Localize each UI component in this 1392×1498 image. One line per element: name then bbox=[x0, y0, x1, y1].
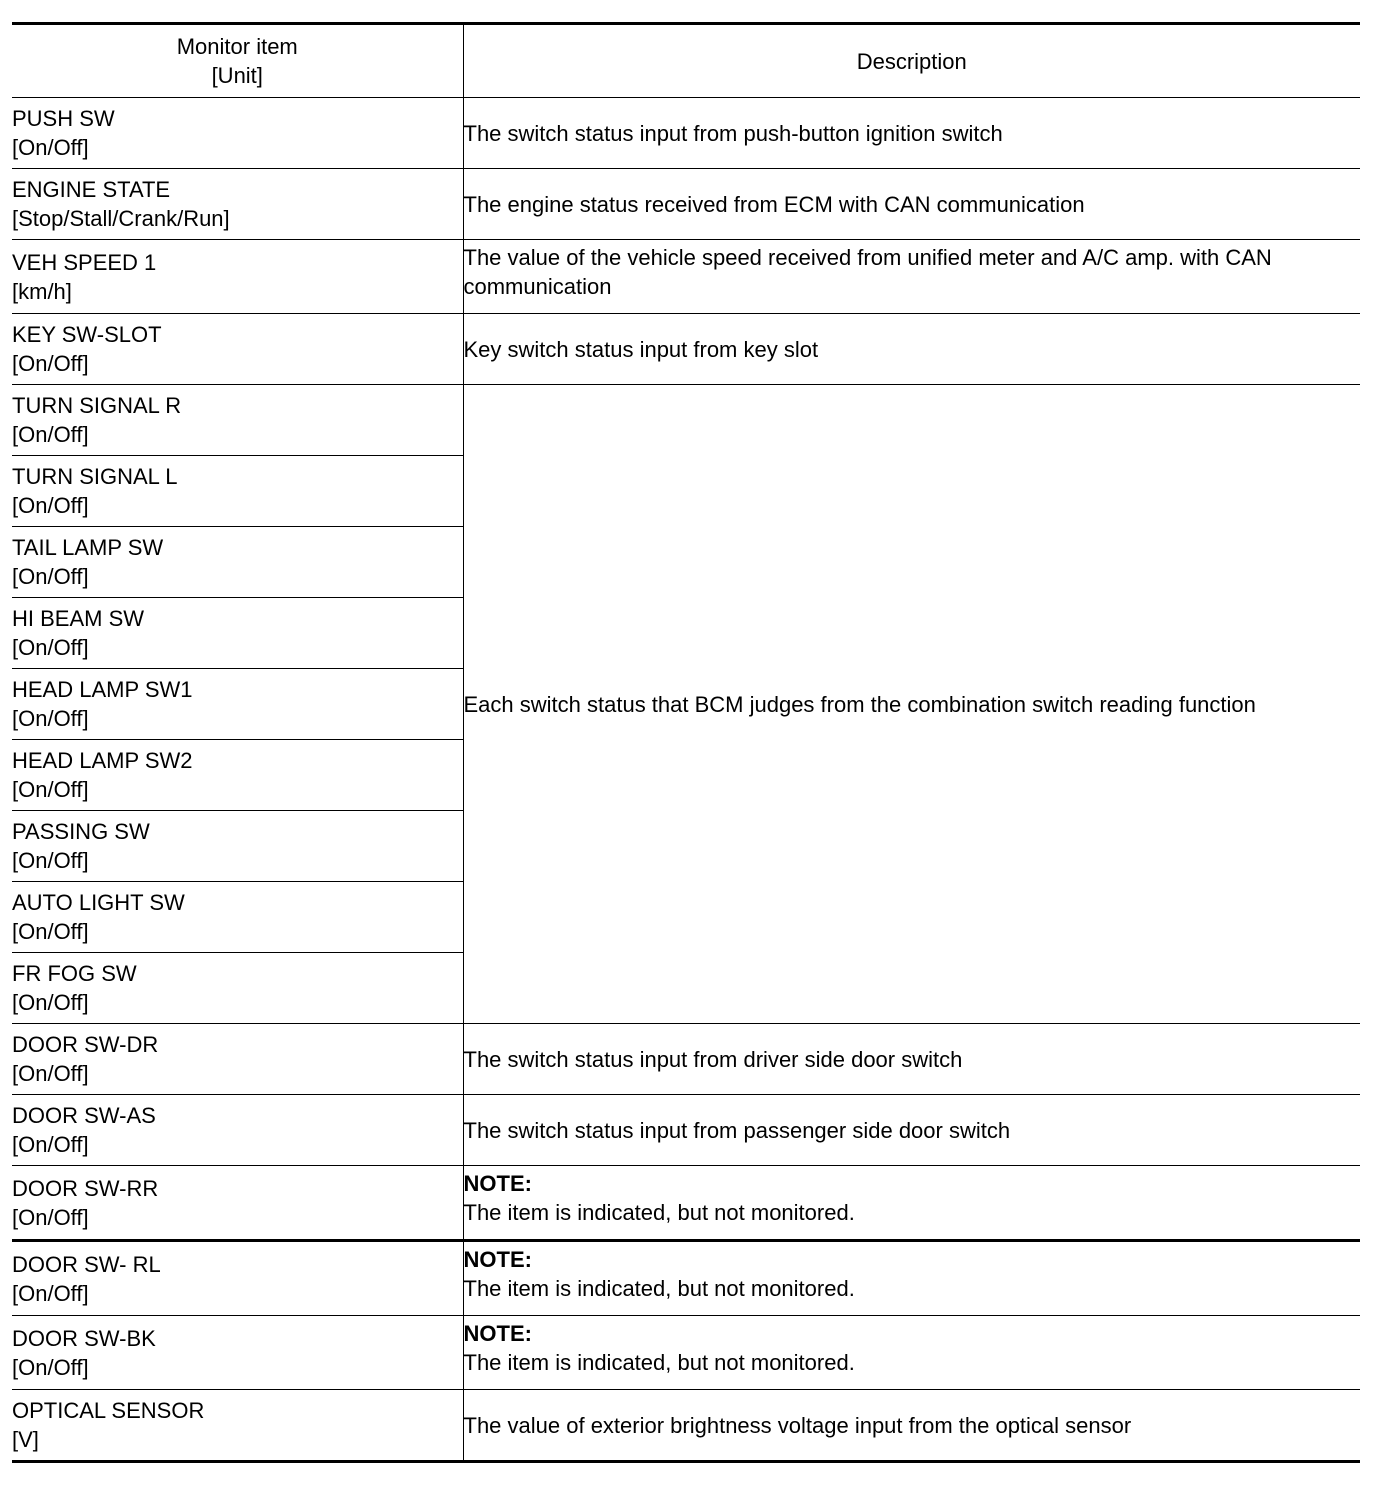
monitor-item-table bbox=[12, 22, 1360, 1463]
item-unit: [On/Off] bbox=[12, 564, 89, 589]
item-unit: [km/h] bbox=[12, 278, 72, 304]
monitor-item-cell bbox=[12, 1316, 463, 1390]
monitor-item-cell bbox=[12, 882, 463, 953]
item-unit: [On/Off] bbox=[12, 1280, 89, 1306]
item-unit: [On/Off] bbox=[12, 135, 89, 160]
table-row bbox=[12, 98, 1360, 169]
table-row bbox=[12, 1095, 1360, 1166]
item-name: HI BEAM SW bbox=[12, 606, 145, 631]
header-monitor-item-label: Monitor item bbox=[176, 34, 298, 59]
monitor-item-cell bbox=[12, 169, 463, 240]
table-row bbox=[12, 385, 1360, 456]
item-name: HEAD LAMP SW2 bbox=[12, 748, 193, 773]
item-name: DOOR SW- RL bbox=[12, 1251, 161, 1277]
item-name: VEH SPEED 1 bbox=[12, 249, 157, 275]
item-name: PASSING SW bbox=[12, 819, 150, 844]
note-label: NOTE: bbox=[463, 1247, 532, 1272]
monitor-item-cell bbox=[12, 598, 463, 669]
item-name: PUSH SW bbox=[12, 106, 115, 131]
table-row bbox=[12, 240, 1360, 314]
table-row bbox=[12, 314, 1360, 385]
description-cell bbox=[463, 1241, 1360, 1316]
item-unit: [On/Off] bbox=[12, 635, 89, 660]
description-cell bbox=[463, 1316, 1360, 1390]
table-row bbox=[12, 1166, 1360, 1241]
item-name: DOOR SW-AS bbox=[12, 1103, 156, 1128]
item-unit: [On/Off] bbox=[12, 1132, 89, 1157]
description-cell: The switch status input from passenger side door switch bbox=[463, 1095, 1360, 1166]
description-cell: The value of the vehicle speed received from unified meter and A/C amp. with CAN communication bbox=[463, 240, 1360, 314]
item-name: TAIL LAMP SW bbox=[12, 535, 164, 560]
monitor-item-cell bbox=[12, 240, 463, 314]
header-monitor-item bbox=[12, 24, 463, 98]
monitor-item-cell bbox=[12, 314, 463, 385]
description-cell: The engine status received from ECM with CAN communication bbox=[463, 169, 1360, 240]
monitor-item-cell bbox=[12, 740, 463, 811]
note-label: NOTE: bbox=[463, 1171, 532, 1196]
item-unit: [Stop/Stall/Crank/Run] bbox=[12, 206, 230, 231]
monitor-item-cell bbox=[12, 1241, 463, 1316]
description-cell: The switch status input from driver side door switch bbox=[463, 1024, 1360, 1095]
monitor-item-cell bbox=[12, 98, 463, 169]
monitor-item-cell bbox=[12, 1095, 463, 1166]
item-name: AUTO LIGHT SW bbox=[12, 890, 185, 915]
item-name: OPTICAL SENSOR bbox=[12, 1398, 205, 1423]
description-cell: Key switch status input from key slot bbox=[463, 314, 1360, 385]
table-row bbox=[12, 1241, 1360, 1316]
monitor-item-cell bbox=[12, 953, 463, 1024]
table-row bbox=[12, 1316, 1360, 1390]
monitor-item-cell bbox=[12, 1166, 463, 1241]
item-unit: [On/Off] bbox=[12, 990, 89, 1015]
item-name: KEY SW-SLOT bbox=[12, 322, 162, 347]
table-row bbox=[12, 169, 1360, 240]
item-unit: [On/Off] bbox=[12, 919, 89, 944]
item-name: TURN SIGNAL L bbox=[12, 464, 178, 489]
item-unit: [On/Off] bbox=[12, 777, 89, 802]
item-name: DOOR SW-RR bbox=[12, 1175, 159, 1201]
item-unit: [V] bbox=[12, 1427, 39, 1452]
description-cell: The value of exterior brightness voltage input from the optical sensor bbox=[463, 1390, 1360, 1462]
note-label: NOTE: bbox=[463, 1321, 532, 1346]
item-unit: [On/Off] bbox=[12, 422, 89, 447]
monitor-item-cell bbox=[12, 811, 463, 882]
monitor-item-cell bbox=[12, 1390, 463, 1462]
table-row bbox=[12, 1390, 1360, 1462]
table-row bbox=[12, 1024, 1360, 1095]
note-text: The item is indicated, but not monitored. bbox=[463, 1276, 855, 1301]
item-name: DOOR SW-DR bbox=[12, 1032, 159, 1057]
monitor-item-cell bbox=[12, 1024, 463, 1095]
item-unit: [On/Off] bbox=[12, 1061, 89, 1086]
description-cell-merged: Each switch status that BCM judges from the combination switch reading function bbox=[463, 385, 1360, 1024]
monitor-item-cell bbox=[12, 456, 463, 527]
note-text: The item is indicated, but not monitored. bbox=[463, 1350, 855, 1375]
monitor-item-cell bbox=[12, 385, 463, 456]
item-unit: [On/Off] bbox=[12, 351, 89, 376]
item-unit: [On/Off] bbox=[12, 1354, 89, 1380]
table-header-row bbox=[12, 24, 1360, 98]
description-cell: The switch status input from push-button ignition switch bbox=[463, 98, 1360, 169]
monitor-item-cell bbox=[12, 669, 463, 740]
item-unit: [On/Off] bbox=[12, 706, 89, 731]
header-description: Description bbox=[463, 24, 1360, 98]
item-unit: [On/Off] bbox=[12, 1204, 89, 1230]
item-unit: [On/Off] bbox=[12, 848, 89, 873]
item-name: ENGINE STATE bbox=[12, 177, 171, 202]
header-unit-label: [Unit] bbox=[211, 63, 263, 88]
note-text: The item is indicated, but not monitored. bbox=[463, 1200, 855, 1225]
item-name: HEAD LAMP SW1 bbox=[12, 677, 193, 702]
item-name: DOOR SW-BK bbox=[12, 1325, 156, 1351]
item-unit: [On/Off] bbox=[12, 493, 89, 518]
monitor-item-cell bbox=[12, 527, 463, 598]
description-cell bbox=[463, 1166, 1360, 1241]
item-name: FR FOG SW bbox=[12, 961, 137, 986]
item-name: TURN SIGNAL R bbox=[12, 393, 182, 418]
